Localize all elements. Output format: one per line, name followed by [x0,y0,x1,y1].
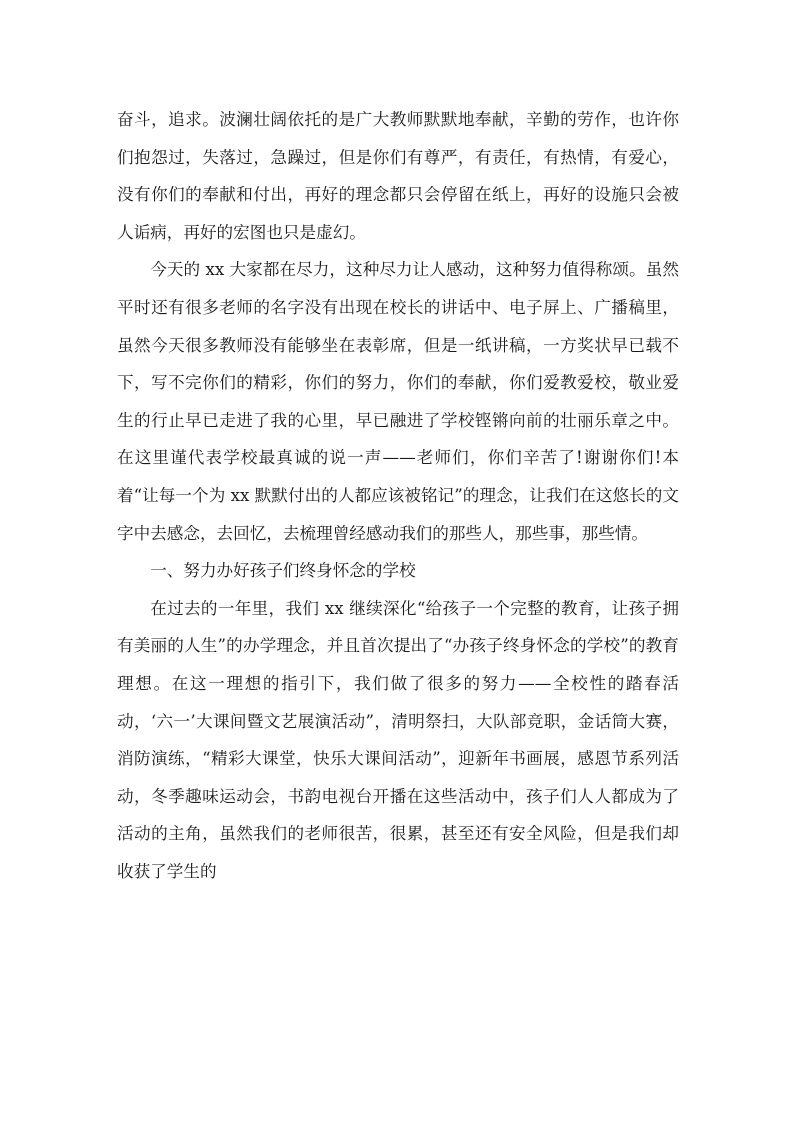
paragraph-past-year: 在过去的一年里，我们 xx 继续深化“给孩子一个完整的教育，让孩子拥有美丽的人生”的办学理念，并且首次提出了“办孩子终身怀念的学校”的教育理想。在这一理想的指引下，我们做了很多的努力——全校性的踏春活动，‘六一’大课间暨文艺展演活动”，清明祭扫，大队部竞职，金话筒大赛，消防演练，“精彩大课堂，快乐大课间活动”，迎新年书画展，感恩节系列活动，冬季趣味运动会，书韵电视台开播在这些活动中，孩子们人人都成为了活动的主角，虽然我们的老师很苦，很累，甚至还有安全风险，但是我们却收获了学生的 [117,598,679,881]
paragraph-today: 今天的 xx 大家都在尽力，这种尽力让人感动，这种努力值得称颂。虽然平时还有很多老师的名字没有出现在校长的讲话中、电子屏上、广播稿里，虽然今天很多教师没有能够坐在表彰席，但是一纸讲稿，一方奖状早已载不下，写不完你们的精彩，你们的努力，你们的奉献，你们爱教爱校，敬业爱生的行止早已走进了我的心里，早已融进了学校铿锵向前的壮丽乐章之中。在这里谨代表学校最真诚的说一声——老师们，你们辛苦了!谢谢你们!本着“让每一个为 xx 默默付出的人都应该被铭记”的理念，让我们在这悠长的文字中去感念，去回忆，去梳理曾经感动我们的那些人，那些事，那些情。 [117,260,679,543]
section-heading-1: 一、努力办好孩子们终身怀念的学校 [150,561,416,581]
body-text [117,101,679,890]
paragraph-continuation: 奋斗，追求。波澜壮阔依托的是广大教师默默地奉献，辛勤的劳作，也许你们抱怨过，失落过，急躁过，但是你们有尊严，有责任，有热情，有爱心，没有你们的奉献和付出，再好的理念都只会停留在纸上，再好的设施只会被人诟病，再好的宏图也只是虚幻。 [117,110,679,242]
